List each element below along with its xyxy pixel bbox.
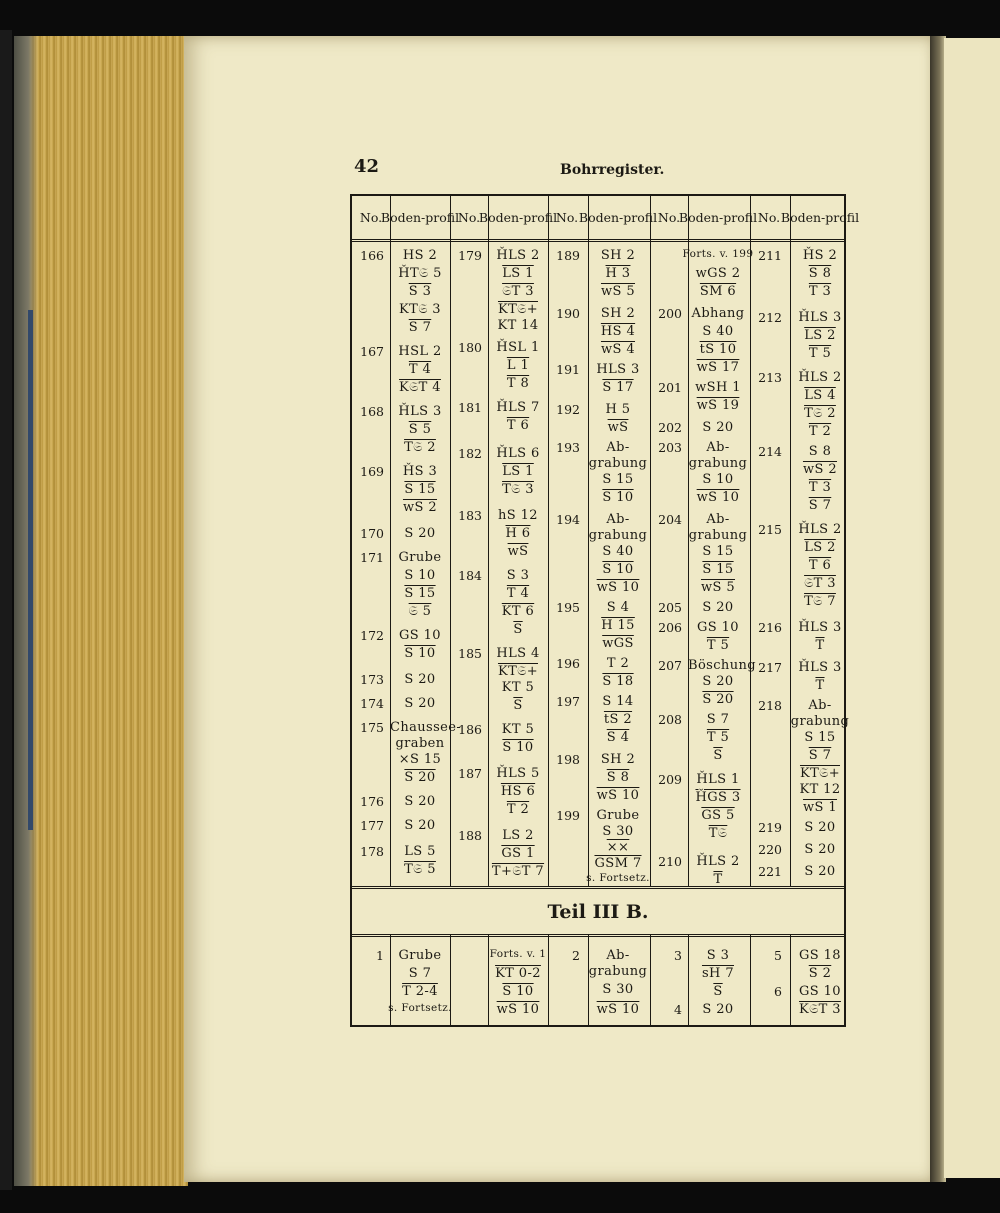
bohrung-number: 217 [758,660,782,675]
profile-entry: T𝔖 2 [804,406,836,421]
bohrung-number: 171 [360,550,384,565]
profile-entry: SH 2 [600,752,636,767]
profile-entry: HLS 3 [596,362,640,377]
section-title: Teil III B. [547,901,649,923]
profile-entry: wS 4 [600,342,636,357]
bohrung-number: 200 [658,306,682,321]
profile-entry: S 3 [506,568,530,583]
bohrung-number: 211 [758,248,782,263]
profile-entry: KT 12 [799,782,841,797]
bohrung-number: 198 [556,752,580,767]
profile-entry: wS 5 [700,580,736,595]
profile-entry: LS 1 [502,266,534,281]
section-divider [352,886,844,889]
profile-entry: SH 2 [600,248,636,263]
profile-entry: S 20 [804,842,836,857]
profile-entry: S 20 [404,526,436,541]
section-divider [352,934,844,937]
bohrung-number: 178 [360,844,384,859]
profile-entry: ȞLS 3 [798,310,842,325]
profile-entry: S 14 [602,694,634,709]
profile-entry: S 15 [804,730,836,745]
bohrung-number: 187 [458,766,482,781]
header-no: No. [757,210,781,225]
header-no: No. [359,210,383,225]
profile-entry: S 20 [702,1002,734,1017]
profile-entry: T𝔖 7 [804,594,836,609]
profile-entry: T 3 [808,284,832,299]
bohrung-number: 174 [360,696,384,711]
profile-entry: T 5 [706,638,730,653]
header-no: No. [457,210,481,225]
bohrung-number: 169 [360,464,384,479]
profile-entry: S 20 [404,794,436,809]
bohrung-number: 201 [658,380,682,395]
bohrung-number: 218 [758,698,782,713]
bohrung-number: 204 [658,512,682,527]
profile-entry: ȞLS 5 [496,766,540,781]
profile-entry: graben [395,736,445,751]
profile-entry: LS 1 [502,464,534,479]
profile-entry: GS 10 [697,620,739,635]
profile-entry: HSL 2 [398,344,442,359]
bohrung-number: 193 [556,440,580,455]
profile-entry: T 4 [506,586,530,601]
profile-entry: S 3 [408,284,432,299]
header-bodenprofil: Boden- profil [578,210,658,225]
bohrung-number: 3 [674,948,682,963]
profile-entry: ⨯⨯ [606,840,630,855]
profile-entry: Böschung [688,658,756,673]
profile-entry: S 20 [702,420,734,435]
header-bodenprofil: Boden- profil [780,210,860,225]
profile-entry: wS 10 [596,1002,640,1017]
profile-entry: S 8 [808,266,832,281]
profile-entry: S 30 [602,982,634,997]
bohrung-number: 186 [458,722,482,737]
profile-entry: S 40 [702,324,734,339]
profile-entry: Chaussee- [390,720,462,735]
profile-entry: S 15 [602,472,634,487]
profile-entry: Ab- [706,512,730,527]
profile-entry: tS 2 [603,712,633,727]
profile-entry: Grube [398,948,442,963]
profile-entry: HS 4 [600,324,636,339]
profile-entry: S 7 [808,498,832,513]
profile-entry: Ab- [808,698,832,713]
column-rule [450,196,451,886]
profile-entry: T𝔖 3 [502,482,534,497]
profile-entry: S 20 [404,818,436,833]
profile-entry: LS 2 [502,828,534,843]
bohrung-number: 220 [758,842,782,857]
profile-entry: LS 2 [804,328,836,343]
profile-entry: S 10 [602,562,634,577]
profile-entry: S 15 [404,586,436,601]
profile-entry: ȞLS 3 [798,660,842,675]
profile-entry: ȞS 2 [802,248,838,263]
profile-entry: Ab- [606,440,630,455]
bohrung-number: 213 [758,370,782,385]
bohrung-number: 203 [658,440,682,455]
bohrung-number: 199 [556,808,580,823]
profile-entry: 𝔖T 3 [804,576,836,591]
profile-entry: ȞLS 2 [798,370,842,385]
profile-entry: T+𝔖T 7 [491,864,545,879]
profile-entry: S 20 [702,674,734,689]
profile-entry: S 7 [408,320,432,335]
profile-entry: K𝔖T 3 [799,1002,841,1017]
profile-entry: S 8 [606,770,630,785]
profile-entry: $\overline{S}$ [713,984,723,999]
bohrung-number: 2 [572,948,580,963]
profile-entry: wS 19 [696,398,740,413]
profile-entry: KT 6 [501,604,535,619]
bohrung-number: 192 [556,402,580,417]
profile-entry: grabung [588,528,648,543]
profile-entry: wSH 1 [695,380,741,395]
profile-entry: $\overline{wS}$ [607,420,629,435]
profile-entry: KT 14 [497,318,539,333]
bohrregister-table [350,194,860,1027]
bohrung-number: 196 [556,656,580,671]
profile-entry: T 6 [808,558,832,573]
profile-entry: L 1 [506,358,530,373]
continuation-note: Forts. v. 1 [489,948,547,960]
profile-entry: KT 5 [501,722,535,737]
profile-entry: T𝔖 5 [404,862,436,877]
bohrung-number: 183 [458,508,482,523]
profile-entry: S 10 [404,568,436,583]
header-no: No. [555,210,579,225]
profile-entry: wS 17 [696,360,740,375]
profile-entry: ȞLS 3 [398,404,442,419]
profile-entry: S 20 [702,600,734,615]
profile-entry: K𝔖T 4 [399,380,441,395]
profile-entry: Abhang [691,306,745,321]
profile-entry: GS 1 [501,846,535,861]
profile-entry: grabung [688,456,748,471]
profile-entry: S 20 [702,692,734,707]
bohrung-number: 1 [376,948,384,963]
bohrung-number: 176 [360,794,384,809]
profile-entry: ȞLS 7 [496,400,540,415]
bohrung-number: 182 [458,446,482,461]
profile-entry: 𝔖 5 [408,604,432,619]
profile-entry: S 3 [706,948,730,963]
profile-entry: wS 10 [596,580,640,595]
bohrung-number: 214 [758,444,782,459]
book-page-edges [14,36,188,1186]
profile-entry: wGS 2 [695,266,741,281]
profile-entry: Ab- [606,948,630,963]
profile-entry: wS 10 [596,788,640,803]
profile-entry: T 2 [606,656,630,671]
profile-entry: T 2 [506,802,530,817]
bohrung-number: 207 [658,658,682,673]
profile-entry: S 15 [702,562,734,577]
profile-entry: ȞGS 3 [695,790,741,805]
facing-page [944,38,1000,1178]
bohrung-number: 168 [360,404,384,419]
bohrung-number: 202 [658,420,682,435]
bohrung-number: 208 [658,712,682,727]
profile-entry: S 10 [404,646,436,661]
profile-entry: grabung [588,964,648,979]
bohrung-number: 170 [360,526,384,541]
bookmark-ribbon [28,310,33,830]
bohrung-number: 179 [458,248,482,263]
profile-entry: T 5 [808,346,832,361]
profile-entry: H 3 [605,266,631,281]
profile-entry: T 5 [706,730,730,745]
profile-entry: LS 2 [804,540,836,555]
bohrung-number: 194 [556,512,580,527]
profile-entry: tS 10 [699,342,737,357]
header-bodenprofil: Boden- profil [380,210,460,225]
bohrung-number: 172 [360,628,384,643]
bohrung-number: 184 [458,568,482,583]
profile-entry: S 5 [408,422,432,437]
profile-entry: S 15 [702,544,734,559]
profile-entry: Grube [596,808,640,823]
bohrung-number: 189 [556,248,580,263]
profile-entry: S 7 [408,966,432,981]
profile-entry: ȞLS 2 [798,522,842,537]
profile-entry: S 20 [804,820,836,835]
bohrung-number: 219 [758,820,782,835]
profile-entry: $\overline{T}$ [815,638,825,653]
profile-entry: KT 0-2 [495,966,541,981]
column-rule [548,196,549,886]
profile-entry: S 17 [602,380,634,395]
profile-entry: grabung [588,456,648,471]
profile-entry: LS 4 [804,388,836,403]
header-bodenprofil: Boden- profil [478,210,558,225]
profile-entry: KT𝔖+ [799,766,840,781]
profile-entry: S 20 [804,864,836,879]
bohrung-number: 215 [758,522,782,537]
bohrung-number: 205 [658,600,682,615]
profile-entry: GS 10 [799,984,841,999]
profile-entry: LS 5 [404,844,436,859]
bohrung-number: 185 [458,646,482,661]
bohrung-number: 180 [458,340,482,355]
profile-entry: T 8 [506,376,530,391]
profile-entry: wS 10 [696,490,740,505]
profile-entry: sH 7 [701,966,734,981]
bohrung-number: 166 [360,248,384,263]
profile-entry: S 15 [404,482,436,497]
running-head: Bohrregister. [560,162,665,178]
profile-entry: ȞLS 1 [696,772,740,787]
profile-entry: S 20 [404,672,436,687]
profile-entry: T𝔖 2 [404,440,436,455]
profile-entry: ȞSL 1 [496,340,540,355]
profile-entry: S 18 [602,674,634,689]
profile-entry: KT 5 [501,680,535,695]
scan-left-edge [0,30,12,1190]
profile-entry: grabung [790,714,850,729]
page-number: 42 [354,156,380,177]
bohrung-number: 206 [658,620,682,635]
profile-entry: S 10 [602,490,634,505]
profile-entry: S 7 [808,748,832,763]
table-header [352,196,860,242]
profile-entry: H 5 [605,402,631,417]
profile-entry: grabung [688,528,748,543]
profile-entry: $\overline{S}$ [713,748,723,763]
profile-entry: wS 10 [496,1002,540,1017]
profile-entry: S 40 [602,544,634,559]
header-no: No. [657,210,681,225]
bohrung-number: 195 [556,600,580,615]
profile-entry: S 8 [808,444,832,459]
profile-entry: $\overline{S}$ [513,622,523,637]
profile-entry: ȞLS 2 [496,248,540,263]
profile-entry: 𝔖T 3 [502,284,534,299]
bohrung-number: 173 [360,672,384,687]
profile-entry: S 10 [502,984,534,999]
profile-entry: GSM 7 [594,856,642,871]
profile-entry: Grube [398,550,442,565]
profile-entry: $\overline{wGS}$ [602,636,634,651]
profile-entry: GS 10 [399,628,441,643]
column-rule [750,196,751,886]
profile-entry: KT𝔖+ [497,664,538,679]
bohrung-number: 216 [758,620,782,635]
profile-entry: wS 2 [402,500,438,515]
profile-entry: SH 2 [600,306,636,321]
bohrung-number: 5 [774,948,782,963]
profile-entry: S 2 [808,966,832,981]
profile-entry: ȞLS 2 [696,854,740,869]
profile-entry: ⨯S 15 [398,752,442,767]
profile-entry: T 3 [808,480,832,495]
profile-entry: KT𝔖 3 [399,302,441,317]
profile-entry: HS 2 [402,248,438,263]
bohrung-number: 181 [458,400,482,415]
header-bodenprofil: Boden- profil [678,210,758,225]
profile-entry: H 15 [601,618,635,633]
profile-entry: T 2 [808,424,832,439]
bohrung-number: 197 [556,694,580,709]
bohrung-number: 209 [658,772,682,787]
profile-entry: GS 18 [799,948,841,963]
profile-entry: S 10 [502,740,534,755]
continuation-note: s. Fortsetz. [388,1002,452,1014]
continuation-note: s. Fortsetz. [586,872,650,884]
profile-entry: wS 1 [802,800,838,815]
profile-entry: GS 5 [701,808,735,823]
bohrung-number: 4 [674,1002,682,1017]
bohrung-number: 221 [758,864,782,879]
profile-entry: hS 12 [498,508,538,523]
bohrung-number: 212 [758,310,782,325]
profile-entry: ȞLS 6 [496,446,540,461]
bohrung-number: 175 [360,720,384,735]
profile-entry: Ab- [706,440,730,455]
profile-entry: H 6 [505,526,531,541]
profile-entry: T 4 [408,362,432,377]
profile-entry: HS 6 [500,784,536,799]
profile-entry: ȞS 3 [402,464,438,479]
bohrung-number: 177 [360,818,384,833]
bohrung-number: 191 [556,362,580,377]
profile-entry: T 6 [506,418,530,433]
profile-entry: wS 2 [802,462,838,477]
bohrung-number: 190 [556,306,580,321]
profile-entry: T 2-4 [402,984,438,999]
profile-entry: S 4 [606,600,630,615]
profile-entry: wS 5 [600,284,636,299]
profile-entry: S 20 [404,770,436,785]
profile-entry: SM 6 [699,284,737,299]
profile-entry: $\overline{T}$ [713,872,723,887]
profile-entry: S 10 [702,472,734,487]
column-rule [488,196,489,886]
profile-entry: T𝔖 [708,826,728,841]
profile-entry: $\overline{wS}$ [507,544,529,559]
profile-entry: S 4 [606,730,630,745]
profile-entry: S 7 [706,712,730,727]
profile-entry: ȞT𝔖 5 [398,266,442,281]
bohrung-number: 167 [360,344,384,359]
profile-entry: HLS 4 [496,646,540,661]
profile-entry: S 20 [404,696,436,711]
bohrung-number: 210 [658,854,682,869]
continuation-note: Forts. v. 199 [682,248,754,260]
profile-entry: KT𝔖+ [497,302,538,317]
profile-entry: ȞLS 3 [798,620,842,635]
bohrung-number: 188 [458,828,482,843]
bohrung-number: 6 [774,984,782,999]
profile-entry: S 30 [602,824,634,839]
profile-entry: Ab- [606,512,630,527]
profile-entry: $\overline{T}$ [815,678,825,693]
profile-entry: $\overline{S}$ [513,698,523,713]
